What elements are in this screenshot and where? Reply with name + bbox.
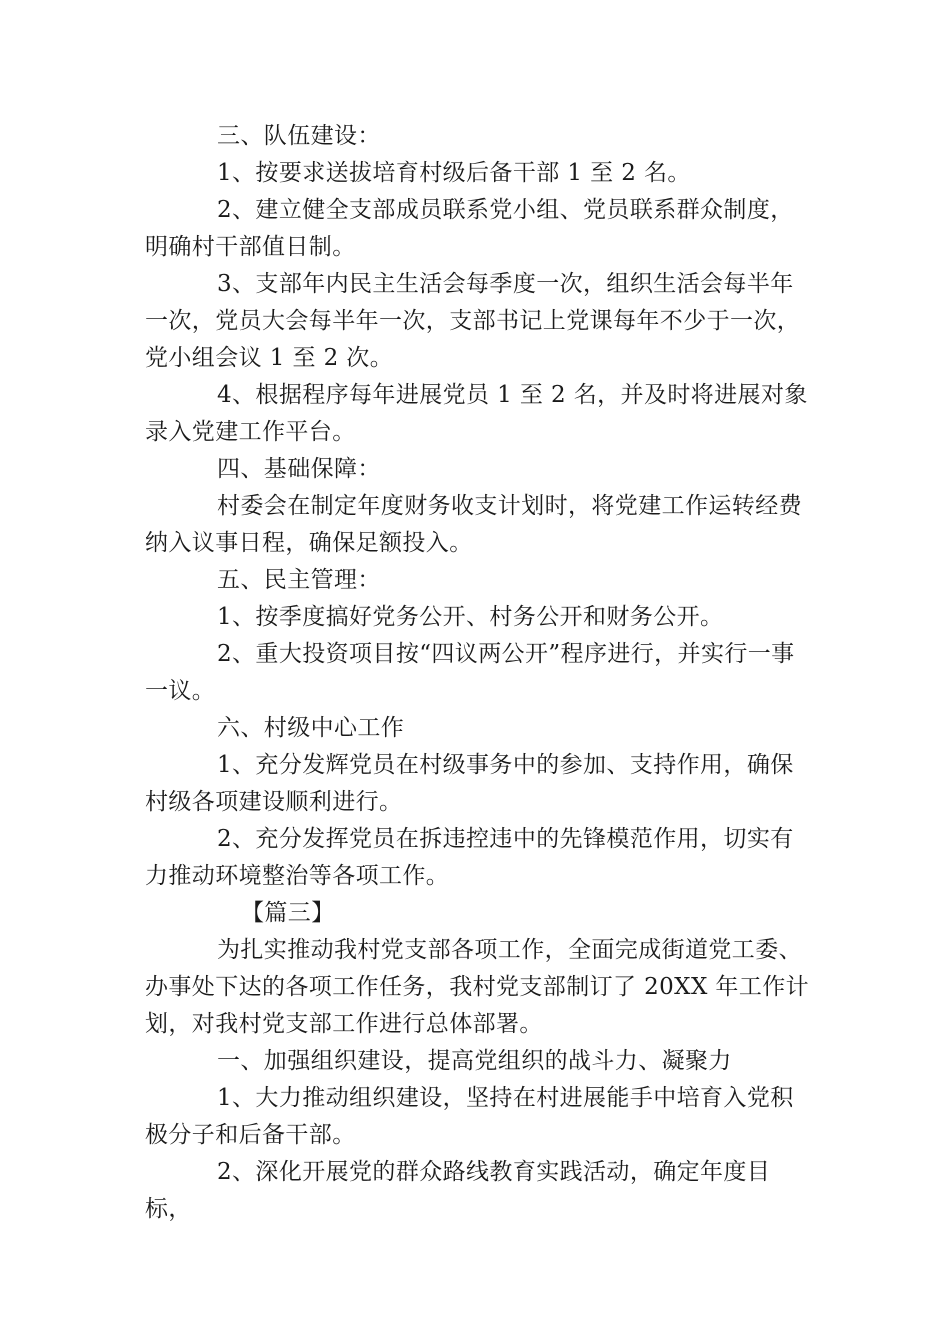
- paragraph: 2、充分发挥党员在拆违控违中的先锋模范作用，切实有力推动环境整治等各项工作。: [145, 826, 794, 889]
- section-heading-center-work: 六、村级中心工作: [217, 715, 405, 741]
- paragraph: 3、支部年内民主生活会每季度一次，组织生活会每半年一次，党员大会每半年一次，支部书记上党课每年不少于一次，党小组会议 1 至 2 次。: [145, 271, 801, 371]
- document-body: [145, 118, 815, 1228]
- paragraph: 2、建立健全支部成员联系党小组、党员联系群众制度，明确村干部值日制。: [145, 197, 794, 260]
- paragraph: 村委会在制定年度财务收支计划时，将党建工作运转经费纳入议事日程，确保足额投入。: [145, 493, 802, 556]
- section-heading-basic: 四、基础保障：: [217, 456, 381, 482]
- section-heading-organization: 一、加强组织建设，提高党组织的战斗力、凝聚力: [217, 1048, 732, 1074]
- paragraph: 4、根据程序每年进展党员 1 至 2 名，并及时将进展对象录入党建工作平台。: [145, 382, 808, 445]
- paragraph: 2、重大投资项目按“四议两公开”程序进行，并实行一事一议。: [145, 641, 795, 704]
- section-heading-democracy: 五、民主管理：: [217, 567, 381, 593]
- chapter-marker: 【篇三】: [241, 900, 335, 926]
- paragraph: 1、充分发辉党员在村级事务中的参加、支持作用，确保村级各项建设顺利进行。: [145, 752, 794, 815]
- paragraph: 1、按季度搞好党务公开、村务公开和财务公开。: [217, 604, 724, 630]
- paragraph: 1、按要求送拔培育村级后备干部 1 至 2 名。: [217, 160, 691, 186]
- paragraph: 为扎实推动我村党支部各项工作，全面完成街道党工委、办事处下达的各项工作任务，我村党支部制订了 20XX 年工作计划，对我村党支部工作进行总体部署。: [145, 937, 810, 1037]
- section-heading-team: 三、队伍建设：: [217, 123, 381, 149]
- paragraph: 1、大力推动组织建设，坚持在村进展能手中培育入党积极分子和后备干部。: [145, 1085, 794, 1148]
- paragraph: 2、深化开展党的群众路线教育实践活动，确定年度目标，: [145, 1159, 771, 1222]
